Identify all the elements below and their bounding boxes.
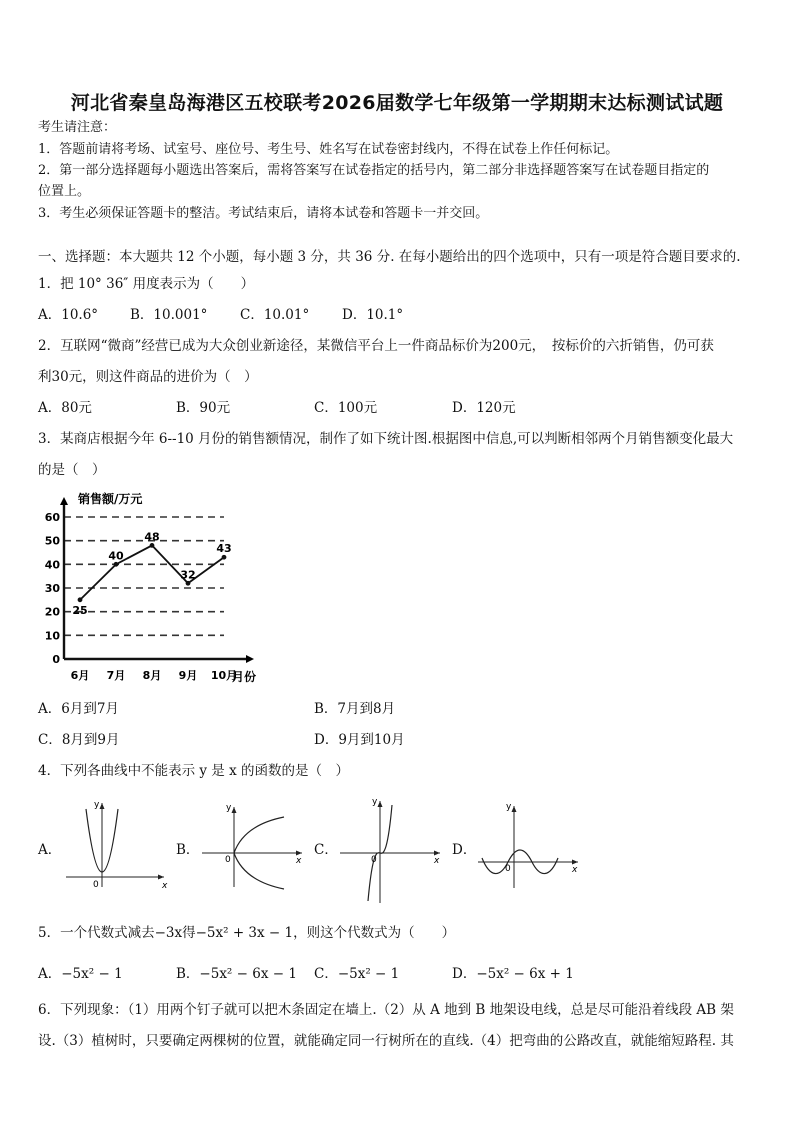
x-axis-label: x	[572, 865, 578, 875]
q3-option-c: C．8月到9月	[38, 732, 120, 748]
notice-item: 3．考生必须保证答题卡的整洁。考试结束后，请将本试卷和答题卡一并交回。	[38, 206, 489, 221]
origin-label: 0	[371, 855, 377, 865]
q3-option-b: B．7月到8月	[314, 701, 396, 717]
x-axis-label: x	[434, 856, 440, 866]
y-tick-label: 60	[44, 511, 60, 524]
y-tick-label: 30	[44, 582, 60, 595]
y-tick-label: 10	[44, 629, 60, 643]
data-point	[150, 543, 155, 548]
y-axis-label: y	[226, 803, 232, 813]
question-1-stem: 1．把 10° 36″ 用度表示为（ ）	[38, 276, 255, 292]
q2-option-b: B．90元	[176, 400, 231, 416]
notice-item: 2．第一部分选择题每小题选出答案后，需将答案写在试卷指定的括号内，第二部分非选择题答案写在试卷题目指定的	[38, 163, 710, 178]
data-point	[78, 597, 83, 602]
q5-subtracted-term: −3x	[154, 925, 183, 941]
q1-option-a: A．10.6°	[38, 307, 99, 323]
data-label: 40	[108, 549, 124, 563]
q5-stem-pre: 5．一个代数式减去	[38, 925, 155, 941]
q5-option-c: C．−5x² − 1	[314, 966, 400, 982]
y-tick-label: 0	[52, 653, 60, 666]
data-point	[114, 562, 119, 567]
question-6-line1: 6．下列现象：（1）用两个钉子就可以把木条固定在墙上.（2）从 A 地到 B 地架设电线，总是尽可能沿着线段 AB 架	[38, 1002, 734, 1018]
q4-graph-d	[474, 800, 584, 890]
y-axis-arrow	[378, 801, 383, 807]
notice-item: 1．答题前请将考场、试室号、座位号、考生号、姓名写在试卷密封线内，不得在试卷上作任何标记。	[38, 142, 619, 157]
y-axis-label: y	[94, 800, 100, 810]
q4-option-b-label: B．	[176, 842, 200, 858]
x-axis-arrow	[158, 875, 164, 880]
x-axis-arrow	[434, 851, 440, 856]
x-tick-label: 7月	[106, 669, 126, 682]
chart-y-axis-arrow	[60, 497, 68, 505]
q5-stem-mid: 得	[182, 925, 196, 941]
y-tick-label: 40	[44, 558, 60, 572]
question-2-line1: 2．互联网“微商”经营已成为大众创业新途径，某微信平台上一件商品标价为200元， 按标价的六折销售，仍可获	[38, 338, 714, 354]
question-6-line2: 设.（3）植树时，只要确定两棵树的位置，就能确定同一行树所在的直线.（4）把弯曲的公路改直，就能缩短路程. 其	[38, 1033, 734, 1049]
notice-item: 位置上。	[38, 184, 91, 199]
x-axis-arrow	[296, 851, 302, 856]
y-axis-label: y	[506, 802, 512, 812]
data-label: 48	[144, 530, 160, 544]
question-3-line2: 的是（ ）	[38, 462, 106, 478]
data-point	[222, 555, 227, 560]
chart-x-axis-arrow	[246, 655, 254, 663]
q5-result-expression: −5x² + 3x − 1	[195, 925, 294, 941]
y-axis-label: y	[372, 797, 378, 807]
question-5-stem	[38, 921, 455, 941]
question-3-line1: 3．某商店根据今年 6--10 月份的销售额情况，制作了如下统计图.根据图中信息,可以判断相邻两个月销售额变化最大	[38, 431, 734, 447]
q3-option-a: A．6月到7月	[38, 701, 119, 717]
q1-option-d: D．10.1°	[342, 307, 404, 323]
x-tick-label: 6月	[70, 669, 90, 682]
q1-option-b: B．10.001°	[130, 307, 208, 323]
q4-graph-a	[60, 795, 170, 890]
sales-line-chart	[34, 485, 294, 690]
y-tick-label: 50	[44, 534, 60, 548]
chart-x-axis-label: 月份	[232, 670, 257, 684]
data-label: 43	[216, 542, 232, 556]
x-tick-label: 8月	[142, 669, 162, 682]
x-tick-label: 9月	[178, 669, 198, 682]
notice-heading: 考生请注意：	[38, 120, 117, 135]
x-axis-label: x	[296, 856, 302, 866]
q3-option-d: D．9月到10月	[314, 732, 405, 748]
q4-graph-b	[198, 795, 308, 890]
question-2-line2: 利30元，则这件商品的进价为（ ）	[38, 369, 258, 385]
y-tick-label: 20	[44, 605, 60, 619]
q5-option-b: B．−5x² − 6x − 1	[176, 966, 297, 982]
q2-option-a: A．80元	[38, 400, 92, 416]
q2-option-d: D．120元	[452, 400, 516, 416]
y-axis-arrow	[512, 806, 517, 812]
question-4-stem: 4．下列各曲线中不能表示 y 是 x 的函数的是（ ）	[38, 763, 349, 779]
q5-option-d: D．−5x² − 6x + 1	[452, 966, 574, 982]
q5-option-a: A．−5x² − 1	[38, 966, 123, 982]
origin-label: 0	[93, 880, 99, 890]
x-tick-label: 10月	[210, 669, 238, 682]
y-axis-arrow	[232, 807, 237, 813]
origin-label: 0	[225, 855, 231, 865]
x-axis-arrow	[572, 860, 578, 865]
q4-graph-c	[336, 795, 446, 907]
data-label: 25	[72, 603, 88, 617]
q5-stem-post: ，则这个代数式为（ ）	[293, 925, 456, 941]
sales-series-line	[80, 545, 224, 599]
data-label: 32	[180, 568, 196, 582]
origin-label: 0	[505, 864, 511, 874]
q4-option-d-label: D．	[452, 842, 477, 858]
section-heading: 一、选择题：本大题共 12 个小题，每小题 3 分，共 36 分. 在每小题给出的四个选项中，只有一项是符合题目要求的.	[38, 249, 741, 265]
q4-option-a-label: A．	[38, 842, 62, 858]
q4-option-c-label: C．	[314, 842, 338, 858]
page-title: 河北省秦皇岛海港区五校联考2026届数学七年级第一学期期末达标测试试题	[70, 92, 724, 114]
q2-option-c: C．100元	[314, 400, 378, 416]
y-axis-arrow	[100, 803, 105, 809]
data-point	[186, 581, 191, 586]
chart-y-axis-label: 销售额/万元	[78, 492, 143, 506]
q1-option-c: C．10.01°	[240, 307, 310, 323]
x-axis-label: x	[162, 881, 168, 890]
